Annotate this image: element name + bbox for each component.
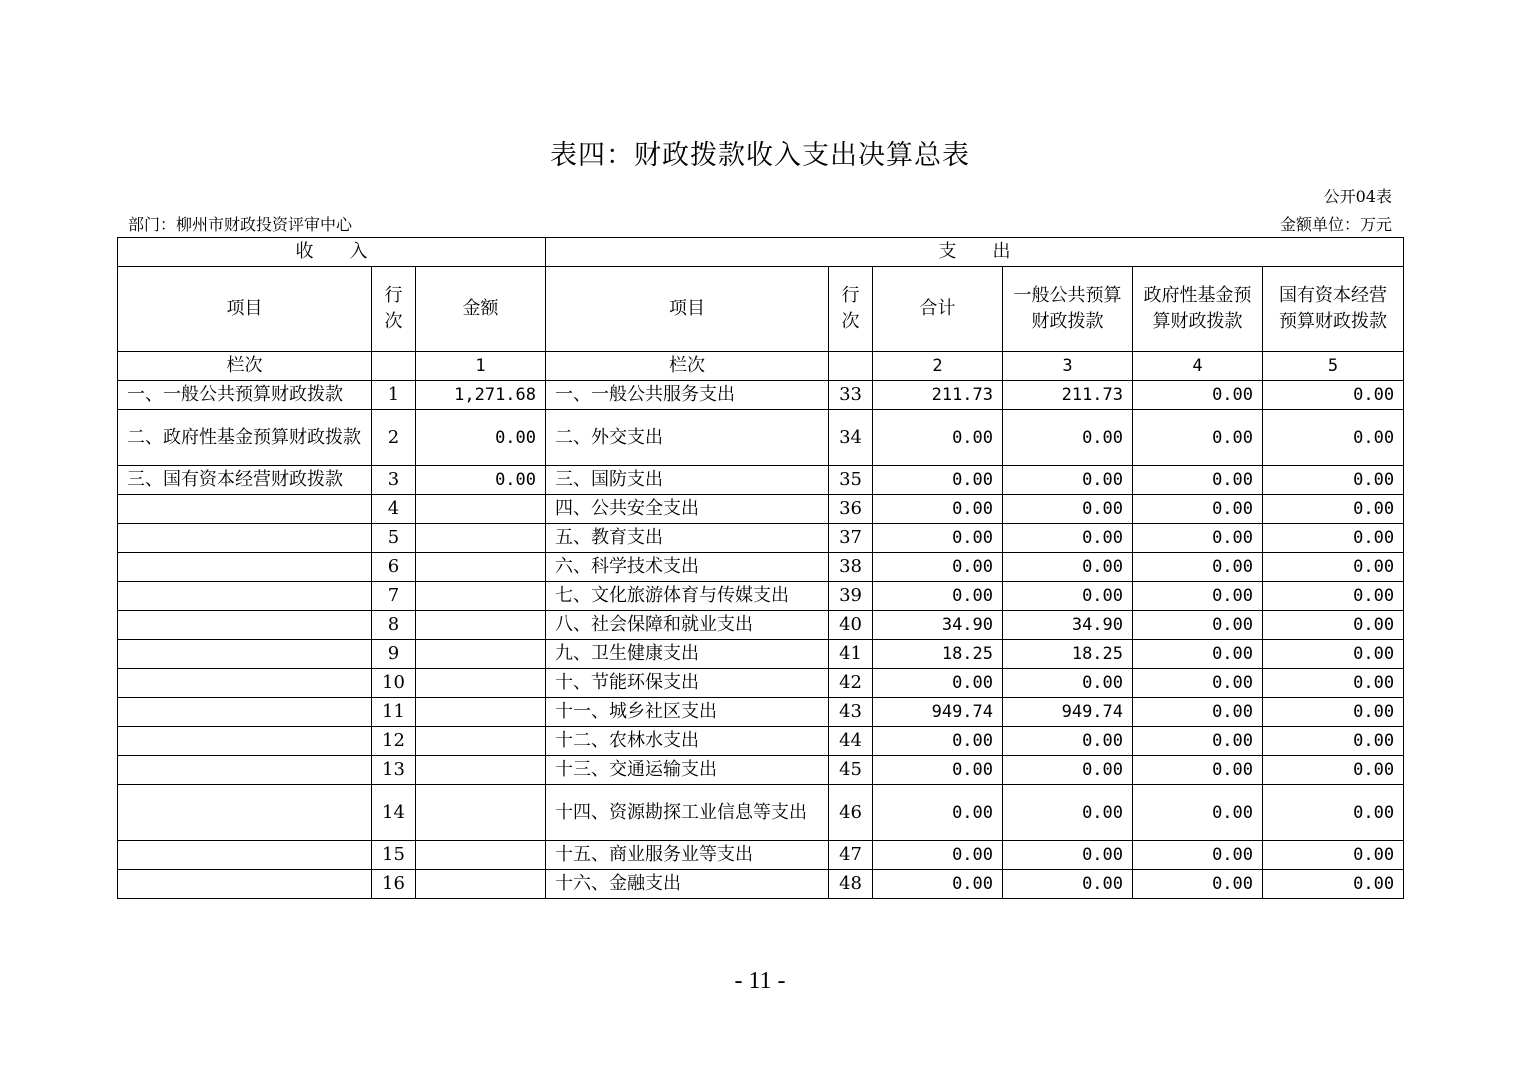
general-budget-amount: 211.73 [1003,381,1133,410]
expense-item: 八、社会保障和就业支出 [546,611,829,640]
state-capital-amount: 0.00 [1263,582,1404,611]
expense-item: 三、国防支出 [546,466,829,495]
expense-row-no: 37 [829,524,873,553]
total-amount: 0.00 [873,727,1003,756]
total-amount: 0.00 [873,582,1003,611]
table-row [118,640,1404,669]
expense-row-no: 40 [829,611,873,640]
state-capital-amount: 0.00 [1263,495,1404,524]
gov-fund-amount: 0.00 [1133,611,1263,640]
budget-table [117,237,1404,899]
expense-row-no: 38 [829,553,873,582]
income-amount: 0.00 [416,466,546,495]
expense-row-no: 35 [829,466,873,495]
income-row-no: 1 [372,381,416,410]
income-row-no: 7 [372,582,416,611]
income-amount: 1,271.68 [416,381,546,410]
general-budget-amount: 0.00 [1003,410,1133,466]
table-row [118,381,1404,410]
general-budget-amount: 949.74 [1003,698,1133,727]
col-income-amount: 金额 [416,267,546,352]
income-item [118,727,372,756]
income-header: 收 入 [118,238,546,267]
general-budget-amount: 0.00 [1003,524,1133,553]
general-budget-amount: 0.00 [1003,785,1133,841]
total-amount: 0.00 [873,785,1003,841]
expense-row-no: 42 [829,669,873,698]
income-item [118,870,372,899]
income-item: 二、政府性基金预算财政拨款 [118,410,372,466]
page-title: 表四：财政拨款收入支出决算总表 [550,140,970,171]
index-expense-empty [829,352,873,381]
general-budget-amount: 0.00 [1003,582,1133,611]
expense-item: 六、科学技术支出 [546,553,829,582]
expense-item: 九、卫生健康支出 [546,640,829,669]
income-row-no: 14 [372,785,416,841]
state-capital-amount: 0.00 [1263,698,1404,727]
income-row-no: 3 [372,466,416,495]
income-row-no: 15 [372,841,416,870]
income-row-no: 13 [372,756,416,785]
state-capital-amount: 0.00 [1263,756,1404,785]
page-number: - 11 - [734,968,786,994]
table-row [118,553,1404,582]
total-amount: 0.00 [873,669,1003,698]
table-row [118,495,1404,524]
general-budget-amount: 34.90 [1003,611,1133,640]
general-budget-amount: 0.00 [1003,466,1133,495]
income-row-no: 8 [372,611,416,640]
expense-row-no: 34 [829,410,873,466]
income-row-no: 5 [372,524,416,553]
general-budget-amount: 0.00 [1003,756,1133,785]
income-row-no: 10 [372,669,416,698]
income-item [118,495,372,524]
expense-item: 十二、农林水支出 [546,727,829,756]
general-budget-amount: 18.25 [1003,640,1133,669]
gov-fund-amount: 0.00 [1133,582,1263,611]
col-income-row-no: 行次 [372,267,416,352]
state-capital-amount: 0.00 [1263,841,1404,870]
general-budget-amount: 0.00 [1003,669,1133,698]
gov-fund-amount: 0.00 [1133,381,1263,410]
income-row-no: 16 [372,870,416,899]
income-row-no: 6 [372,553,416,582]
table-row [118,466,1404,495]
income-amount [416,756,546,785]
income-item [118,524,372,553]
expense-row-no: 45 [829,756,873,785]
total-amount: 211.73 [873,381,1003,410]
income-row-no: 12 [372,727,416,756]
expense-row-no: 48 [829,870,873,899]
expense-row-no: 41 [829,640,873,669]
total-amount: 0.00 [873,524,1003,553]
expense-row-no: 43 [829,698,873,727]
income-row-no: 11 [372,698,416,727]
income-row-no: 2 [372,410,416,466]
gov-fund-amount: 0.00 [1133,495,1263,524]
total-amount: 34.90 [873,611,1003,640]
gov-fund-amount: 0.00 [1133,524,1263,553]
state-capital-amount: 0.00 [1263,870,1404,899]
income-item [118,756,372,785]
state-capital-amount: 0.00 [1263,553,1404,582]
general-budget-amount: 0.00 [1003,553,1133,582]
gov-fund-amount: 0.00 [1133,410,1263,466]
total-amount: 0.00 [873,553,1003,582]
income-item [118,785,372,841]
income-amount [416,495,546,524]
form-number: 公开04表 [1323,187,1392,206]
col-total: 合计 [873,267,1003,352]
general-budget-amount: 0.00 [1003,727,1133,756]
total-amount: 0.00 [873,495,1003,524]
gov-fund-amount: 0.00 [1133,669,1263,698]
state-capital-amount: 0.00 [1263,785,1404,841]
state-capital-amount: 0.00 [1263,640,1404,669]
gov-fund-amount: 0.00 [1133,756,1263,785]
total-amount: 0.00 [873,841,1003,870]
expense-row-no: 44 [829,727,873,756]
expense-item: 二、外交支出 [546,410,829,466]
table-row [118,870,1404,899]
income-amount [416,785,546,841]
expense-item: 四、公共安全支出 [546,495,829,524]
table-row [118,669,1404,698]
expense-item: 一、一般公共服务支出 [546,381,829,410]
income-item [118,582,372,611]
total-amount: 0.00 [873,410,1003,466]
expense-item: 十三、交通运输支出 [546,756,829,785]
income-amount [416,524,546,553]
expense-row-no: 36 [829,495,873,524]
income-item [118,553,372,582]
expense-item: 十、节能环保支出 [546,669,829,698]
state-capital-amount: 0.00 [1263,669,1404,698]
total-amount: 0.00 [873,466,1003,495]
expense-header: 支 出 [546,238,1404,267]
index-label: 栏次 [118,352,372,381]
total-amount: 0.00 [873,756,1003,785]
department-label: 部门：柳州市财政投资评审中心 [128,215,353,234]
total-amount: 0.00 [873,870,1003,899]
income-amount [416,582,546,611]
income-item [118,841,372,870]
expense-item: 七、文化旅游体育与传媒支出 [546,582,829,611]
total-amount: 949.74 [873,698,1003,727]
expense-row-no: 39 [829,582,873,611]
income-amount [416,640,546,669]
table-row [118,611,1404,640]
income-item [118,640,372,669]
index-general: 3 [1003,352,1133,381]
general-budget-amount: 0.00 [1003,495,1133,524]
expense-item: 十四、资源勘探工业信息等支出 [546,785,829,841]
general-budget-amount: 0.00 [1003,870,1133,899]
table-row [118,841,1404,870]
table-row [118,524,1404,553]
expense-item: 十六、金融支出 [546,870,829,899]
gov-fund-amount: 0.00 [1133,841,1263,870]
state-capital-amount: 0.00 [1263,611,1404,640]
table-row [118,698,1404,727]
gov-fund-amount: 0.00 [1133,553,1263,582]
income-amount [416,727,546,756]
table-row [118,727,1404,756]
income-amount: 0.00 [416,410,546,466]
index-gov-fund: 4 [1133,352,1263,381]
gov-fund-amount: 0.00 [1133,870,1263,899]
table-row [118,410,1404,466]
col-expense-item: 项目 [546,267,829,352]
expense-row-no: 47 [829,841,873,870]
index-expense-label: 栏次 [546,352,829,381]
gov-fund-amount: 0.00 [1133,785,1263,841]
expense-item: 十五、商业服务业等支出 [546,841,829,870]
header-row-sections [118,238,1404,267]
income-item: 一、一般公共预算财政拨款 [118,381,372,410]
expense-row-no: 46 [829,785,873,841]
table-row [118,785,1404,841]
col-gov-fund: 政府性基金预算财政拨款 [1133,267,1263,352]
index-state-capital: 5 [1263,352,1404,381]
index-empty [372,352,416,381]
state-capital-amount: 0.00 [1263,410,1404,466]
state-capital-amount: 0.00 [1263,727,1404,756]
unit-label: 金额单位：万元 [1279,215,1392,234]
expense-item: 五、教育支出 [546,524,829,553]
gov-fund-amount: 0.00 [1133,466,1263,495]
column-index-row [118,352,1404,381]
index-amount: 1 [416,352,546,381]
col-state-capital: 国有资本经营预算财政拨款 [1263,267,1404,352]
gov-fund-amount: 0.00 [1133,640,1263,669]
income-amount [416,841,546,870]
income-amount [416,553,546,582]
income-row-no: 9 [372,640,416,669]
income-row-no: 4 [372,495,416,524]
state-capital-amount: 0.00 [1263,466,1404,495]
income-amount [416,698,546,727]
income-amount [416,870,546,899]
index-total: 2 [873,352,1003,381]
col-income-item: 项目 [118,267,372,352]
income-item: 三、国有资本经营财政拨款 [118,466,372,495]
total-amount: 18.25 [873,640,1003,669]
expense-row-no: 33 [829,381,873,410]
header-row-columns [118,267,1404,352]
income-item [118,669,372,698]
general-budget-amount: 0.00 [1003,841,1133,870]
state-capital-amount: 0.00 [1263,524,1404,553]
gov-fund-amount: 0.00 [1133,727,1263,756]
table-row [118,756,1404,785]
income-amount [416,669,546,698]
income-item [118,698,372,727]
table-row [118,582,1404,611]
col-general-budget: 一般公共预算财政拨款 [1003,267,1133,352]
income-item [118,611,372,640]
income-amount [416,611,546,640]
col-expense-row-no: 行次 [829,267,873,352]
state-capital-amount: 0.00 [1263,381,1404,410]
expense-item: 十一、城乡社区支出 [546,698,829,727]
gov-fund-amount: 0.00 [1133,698,1263,727]
